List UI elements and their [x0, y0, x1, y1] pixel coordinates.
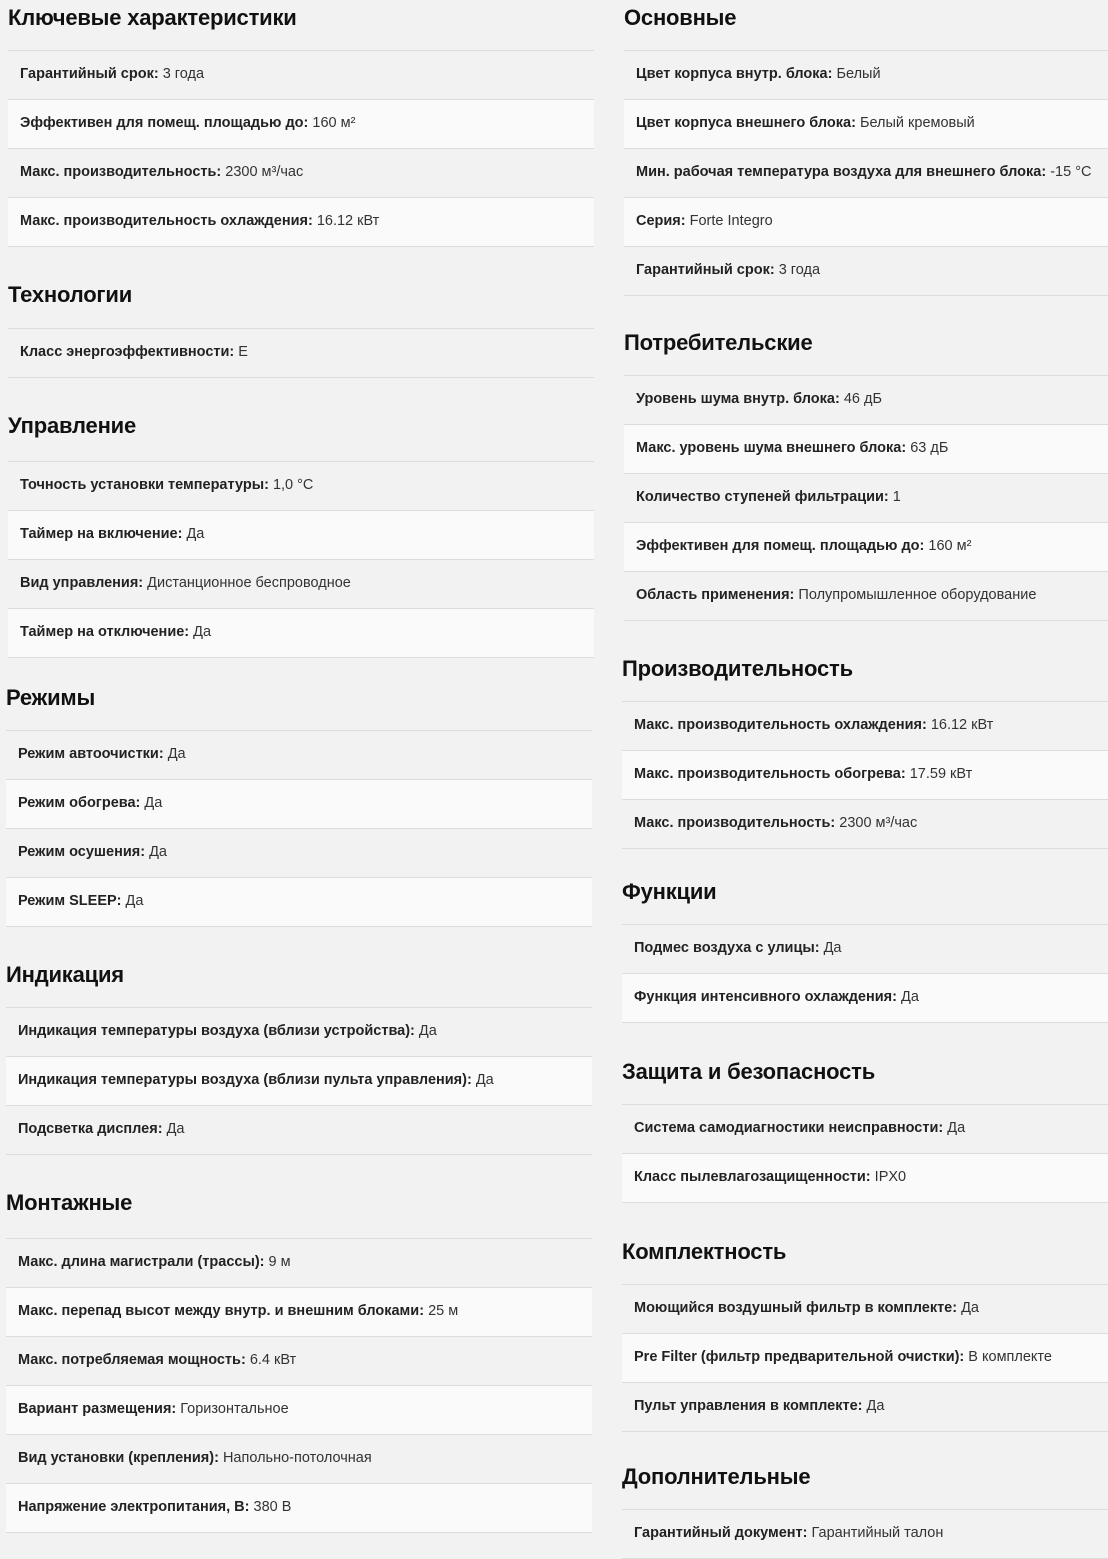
section-title: Производительность	[622, 656, 853, 681]
spec-row	[6, 1337, 592, 1386]
spec-row	[6, 1008, 592, 1057]
spec-list	[6, 1007, 592, 1155]
spec-row	[8, 560, 594, 609]
section-indication	[6, 957, 592, 1155]
spec-value: IPX0	[874, 1169, 907, 1185]
spec-list	[8, 50, 594, 247]
section-title: Режимы	[6, 685, 96, 710]
spec-row	[622, 751, 1108, 800]
spec-label: Макс. производительность:	[20, 164, 222, 180]
spec-value: 9 м	[268, 1254, 291, 1270]
spec-row	[624, 149, 1108, 198]
spec-row	[622, 1154, 1108, 1203]
spec-value: 2300 м³/час	[839, 815, 918, 831]
spec-row	[622, 1285, 1108, 1334]
spec-row	[624, 376, 1108, 425]
section-package	[622, 1234, 1108, 1432]
spec-row	[6, 1484, 592, 1533]
section-title: Ключевые характеристики	[8, 5, 297, 30]
spec-row	[6, 1386, 592, 1435]
spec-value: Да	[144, 795, 163, 811]
spec-value: Да	[961, 1300, 979, 1316]
spec-label: Напряжение электропитания, В:	[18, 1499, 250, 1515]
section-technologies	[8, 277, 594, 378]
spec-row	[624, 523, 1108, 572]
section-title: Технологии	[8, 282, 133, 307]
spec-label: Макс. перепад высот между внутр. и внешним блоками:	[18, 1303, 425, 1319]
spec-row	[622, 1510, 1108, 1559]
spec-row	[6, 731, 592, 780]
spec-row	[624, 51, 1108, 100]
spec-label: Макс. производительность охлаждения:	[634, 717, 927, 733]
spec-row	[6, 829, 592, 878]
spec-row	[6, 1239, 592, 1288]
spec-list	[624, 375, 1108, 621]
spec-value: Да	[167, 746, 186, 762]
spec-value: 16.12 кВт	[930, 717, 994, 733]
spec-value: Да	[947, 1120, 966, 1136]
spec-row	[8, 511, 594, 560]
spec-label: Пульт управления в комплекте:	[634, 1398, 863, 1414]
spec-label: Гарантийный документ:	[634, 1525, 808, 1541]
spec-label: Класс пылевлагозащищенности:	[634, 1169, 871, 1185]
spec-value: Полупромышленное оборудование	[798, 587, 1037, 603]
spec-label: Область применения:	[636, 587, 795, 603]
spec-label: Индикация температуры воздуха (вблизи устройства):	[18, 1023, 415, 1039]
section-title: Дополнительные	[622, 1464, 811, 1489]
spec-label: Макс. производительность охлаждения:	[20, 213, 313, 229]
spec-label: Макс. производительность:	[634, 815, 836, 831]
spec-list	[6, 1238, 592, 1533]
section-mounting	[6, 1185, 592, 1533]
spec-list	[8, 461, 594, 658]
spec-value: Да	[823, 940, 842, 956]
spec-value: 17.59 кВт	[909, 766, 973, 782]
spec-value: Да	[193, 624, 212, 640]
spec-value: 16.12 кВт	[316, 213, 380, 229]
spec-label: Гарантийный срок:	[20, 66, 159, 82]
spec-row	[622, 1105, 1108, 1154]
spec-label: Макс. потребляемая мощность:	[18, 1352, 246, 1368]
spec-row	[622, 974, 1108, 1023]
spec-row	[624, 198, 1108, 247]
section-main	[624, 0, 1108, 296]
spec-value: Forte Integro	[689, 213, 773, 229]
spec-label: Функция интенсивного охлаждения:	[634, 989, 897, 1005]
spec-value: Напольно-потолочная	[222, 1450, 372, 1466]
spec-value: -15 °C	[1050, 164, 1092, 180]
spec-row	[622, 800, 1108, 849]
spec-label: Эффективен для помещ. площадью до:	[20, 115, 309, 131]
section-title: Комплектность	[622, 1239, 787, 1264]
spec-label: Моющийся воздушный фильтр в комплекте:	[634, 1300, 958, 1316]
spec-row	[622, 925, 1108, 974]
section-title: Индикация	[6, 962, 124, 987]
spec-label: Подсветка дисплея:	[18, 1121, 163, 1137]
spec-row	[622, 1334, 1108, 1383]
section-functions	[622, 874, 1108, 1023]
spec-value: Да	[866, 1398, 885, 1414]
spec-row	[624, 474, 1108, 523]
spec-label: Таймер на отключение:	[20, 624, 190, 640]
spec-label: Макс. производительность обогрева:	[634, 766, 906, 782]
spec-row	[6, 1057, 592, 1106]
spec-list	[624, 50, 1108, 296]
spec-value: Да	[125, 893, 144, 909]
spec-row	[8, 198, 594, 247]
spec-list	[622, 1284, 1108, 1432]
spec-row	[6, 1288, 592, 1337]
spec-label: Индикация температуры воздуха (вблизи пульта управления):	[18, 1072, 472, 1088]
section-control	[8, 408, 594, 658]
spec-value: Да	[149, 844, 167, 860]
spec-value: Да	[166, 1121, 185, 1137]
spec-label: Режим обогрева:	[18, 795, 141, 811]
spec-value: 6.4 кВт	[249, 1352, 297, 1368]
spec-row	[8, 149, 594, 198]
section-title: Основные	[624, 5, 737, 30]
spec-list	[8, 328, 594, 378]
spec-value: Да	[901, 989, 919, 1005]
spec-label: Количество ступеней фильтрации:	[636, 489, 889, 505]
spec-value: В комплекте	[968, 1349, 1052, 1365]
spec-row	[624, 425, 1108, 474]
spec-label: Режим осушения:	[18, 844, 146, 860]
spec-row	[8, 329, 594, 378]
spec-row	[624, 247, 1108, 296]
spec-label: Цвет корпуса внешнего блока:	[636, 115, 856, 131]
spec-label: Мин. рабочая температура воздуха для внешнего блока:	[636, 164, 1047, 180]
spec-value: 380 В	[253, 1499, 292, 1515]
spec-label: Класс энергоэффективности:	[20, 344, 235, 360]
spec-value: 160 м²	[312, 115, 356, 131]
spec-value: E	[238, 344, 248, 360]
spec-label: Таймер на включение:	[20, 526, 183, 542]
spec-value: 3 года	[778, 262, 821, 278]
spec-row	[8, 51, 594, 100]
spec-row	[6, 1435, 592, 1484]
spec-label: Эффективен для помещ. площадью до:	[636, 538, 925, 554]
spec-label: Режим автоочистки:	[18, 746, 164, 762]
spec-label: Подмес воздуха с улицы:	[634, 940, 820, 956]
spec-value: 63 дБ	[910, 440, 949, 456]
spec-value: 25 м	[428, 1303, 459, 1319]
spec-list	[622, 701, 1108, 849]
section-title: Функции	[622, 879, 717, 904]
spec-value: Гарантийный талон	[811, 1525, 944, 1541]
spec-list	[622, 1509, 1108, 1559]
spec-label: Макс. уровень шума внешнего блока:	[636, 440, 907, 456]
spec-label: Вариант размещения:	[18, 1401, 177, 1417]
spec-label: Режим SLEEP:	[18, 893, 122, 909]
spec-row	[6, 780, 592, 829]
section-modes	[6, 680, 592, 927]
spec-value: 1	[892, 489, 901, 505]
spec-row	[6, 878, 592, 927]
spec-value: 46 дБ	[843, 391, 882, 407]
spec-label: Система самодиагностики неисправности:	[634, 1120, 944, 1136]
spec-value: Да	[186, 526, 205, 542]
spec-value: 1,0 °C	[272, 477, 314, 493]
spec-row	[622, 1383, 1108, 1432]
spec-value: 2300 м³/час	[225, 164, 304, 180]
spec-label: Вид установки (крепления):	[18, 1450, 219, 1466]
spec-row	[6, 1106, 592, 1155]
spec-value: Да	[418, 1023, 437, 1039]
spec-row	[624, 572, 1108, 621]
spec-row	[622, 702, 1108, 751]
section-title: Защита и безопасность	[622, 1059, 876, 1084]
spec-row	[624, 100, 1108, 149]
spec-row	[8, 462, 594, 511]
section-title: Управление	[8, 413, 137, 438]
section-title: Монтажные	[6, 1190, 133, 1215]
spec-label: Серия:	[636, 213, 686, 229]
section-consumer	[624, 325, 1108, 621]
spec-label: Точность установки температуры:	[20, 477, 269, 493]
spec-value: Белый	[836, 66, 881, 82]
spec-list	[622, 924, 1108, 1023]
section-performance	[622, 651, 1108, 849]
spec-value: Да	[475, 1072, 494, 1088]
spec-label: Вид управления:	[20, 575, 144, 591]
spec-value: Белый кремовый	[859, 115, 975, 131]
section-key-characteristics	[8, 0, 594, 247]
section-additional	[622, 1459, 1108, 1559]
spec-list	[6, 730, 592, 927]
spec-label: Уровень шума внутр. блока:	[636, 391, 840, 407]
spec-value: 3 года	[162, 66, 205, 82]
spec-value: Дистанционное беспроводное	[147, 575, 351, 591]
spec-label: Гарантийный срок:	[636, 262, 775, 278]
spec-label: Pre Filter (фильтр предварительной очистки):	[634, 1349, 965, 1365]
spec-label: Макс. длина магистрали (трассы):	[18, 1254, 265, 1270]
spec-value: 160 м²	[928, 538, 972, 554]
spec-label: Цвет корпуса внутр. блока:	[636, 66, 833, 82]
spec-list	[622, 1104, 1108, 1203]
spec-value: Горизонтальное	[180, 1401, 289, 1417]
section-title: Потребительские	[624, 330, 813, 355]
spec-row	[8, 100, 594, 149]
spec-row	[8, 609, 594, 658]
section-protection	[622, 1054, 1108, 1203]
